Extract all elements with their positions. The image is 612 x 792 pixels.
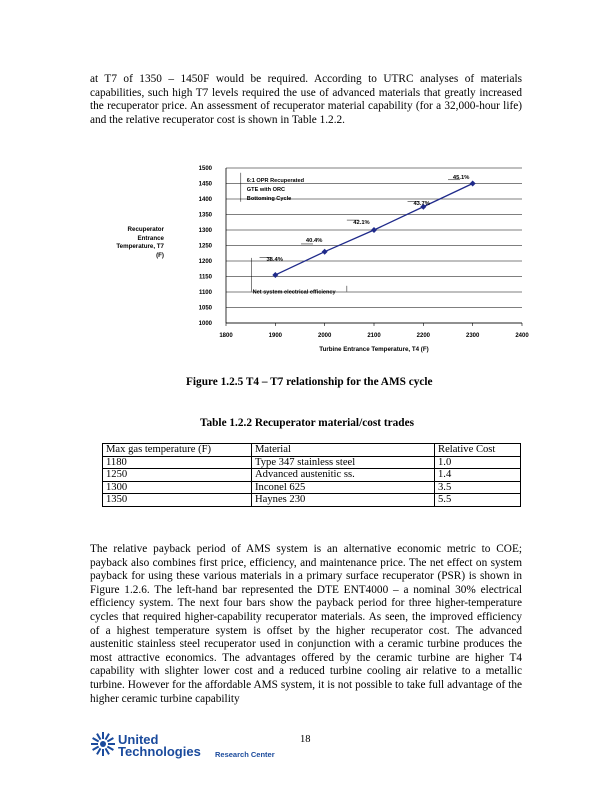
table-cell: 1.4: [435, 469, 521, 482]
table-cell: 1300: [103, 481, 252, 494]
table-caption: Table 1.2.2 Recuperator material/cost trades: [200, 417, 414, 429]
x-tick-label: 2300: [465, 333, 480, 339]
y-tick-label: 1500: [198, 166, 212, 173]
efficiency-label: 40.4%: [305, 237, 323, 244]
table-cell: Inconel 625: [252, 481, 435, 494]
x-tick-label: 1900: [268, 333, 283, 339]
logo-line: United: [118, 732, 159, 747]
table-row: [103, 469, 521, 482]
table-cell: Advanced austenitic ss.: [252, 469, 435, 482]
table-header-row: [103, 444, 521, 457]
y-label-line: Temperature, T7: [116, 243, 164, 251]
utc-logo-icon: [90, 732, 116, 756]
y-tick-label: 1250: [198, 243, 212, 250]
y-label-line: (F): [156, 251, 164, 259]
x-tick-label: 2400: [515, 333, 529, 339]
research-center-label: Research Center: [215, 750, 275, 759]
y-tick-label: 1350: [198, 212, 212, 219]
efficiency-label: 42.1%: [353, 219, 370, 226]
y-tick-label: 1400: [198, 197, 212, 204]
table-cell: 1180: [103, 456, 252, 469]
y-label-line: Recuperator: [127, 226, 164, 233]
y-label-line: Entrance: [137, 234, 164, 242]
efficiency-label: 38.4%: [266, 257, 283, 263]
y-tick-label: 1050: [198, 305, 212, 312]
table-row: [103, 456, 521, 469]
legend-text: Bottoming Cycle: [246, 195, 292, 202]
recuperator-material-table: [102, 443, 521, 507]
table-cell: 3.5: [435, 481, 521, 494]
figure-caption: Figure 1.2.5 T4 – T7 relationship for the AMS cycle: [186, 376, 433, 388]
x-tick-label: 2000: [317, 333, 332, 339]
y-tick-label: 1100: [198, 290, 212, 297]
y-tick-label: 1300: [198, 228, 212, 235]
data-point: [371, 227, 377, 233]
column-header: Relative Cost: [435, 444, 521, 457]
data-point: [470, 181, 476, 187]
intro-paragraph: at T7 of 1350 – 1450F would be required. According to UTRC analyses of materials capabilities, such high T7 levels required the use of advanced materials that greatly increased the recuperator price. An assessment of recuperator material capability (for a 32,000-hour life) and the relative recuperator cost is shown in Table 1.2.2.: [90, 73, 522, 126]
data-point: [322, 249, 328, 255]
table-cell: 1250: [103, 469, 252, 482]
body-paragraph: The relative payback period of AMS system is an alternative economic metric to COE; payback also combines first price, efficiency, and maintenance price. The net effect on system payback for using these various materials in a primary surface recuperator (PSR) is shown in Figure 1.2.6. The left-hand bar represented the DTE ENT4000 – a nominal 30% electrical efficiency system. The next four bars show the payback period for three higher-temperature cycles that required higher-capability recuperator materials. As seen, the improved efficiency of a highest temperature system is offset by the higher recuperator cost. The advanced austenitic stainless steel recuperator used in conjunction with a ceramic turbine produces the most attractive economics. The advantages offered by the ceramic turbine are higher T4 capability with slighter lower cost and a reduced turbine cooling air relative to a metallic turbine. However for the affordable AMS system, it is not possible to take full advantage of the higher ceramic turbine capability: [90, 543, 522, 705]
x-axis-label: Turbine Entrance Temperature, T4 (F): [319, 346, 429, 353]
logo-line: Technologies: [118, 744, 201, 759]
table-cell: 1.0: [435, 456, 521, 469]
legend-text: GTE with ORC: [246, 186, 286, 193]
chart-annotation: Net system electrical efficiency: [252, 289, 336, 296]
x-tick-label: 2100: [367, 333, 381, 339]
efficiency-label: 43.7%: [413, 201, 430, 208]
table-cell: 5.5: [435, 494, 521, 507]
y-tick-label: 1200: [198, 259, 212, 266]
legend-text: 6:1 OPR Recuperated: [246, 177, 305, 184]
y-tick-label: 1000: [198, 321, 212, 328]
x-tick-label: 2200: [416, 333, 431, 339]
table-row: [103, 494, 521, 507]
page-number: 18: [300, 734, 311, 745]
y-tick-label: 1150: [198, 274, 212, 281]
y-tick-label: 1450: [198, 181, 212, 188]
data-point: [272, 272, 278, 278]
table-row: [103, 481, 521, 494]
column-header: Max gas temperature (F): [103, 444, 252, 457]
table-cell: Haynes 230: [252, 494, 435, 507]
table-cell: 1350: [103, 494, 252, 507]
utc-logo-text: [118, 734, 201, 758]
efficiency-label: 45.1%: [452, 174, 470, 181]
x-tick-label: 1800: [219, 333, 233, 339]
column-header: Material: [252, 444, 435, 457]
table-cell: Type 347 stainless steel: [252, 456, 435, 469]
